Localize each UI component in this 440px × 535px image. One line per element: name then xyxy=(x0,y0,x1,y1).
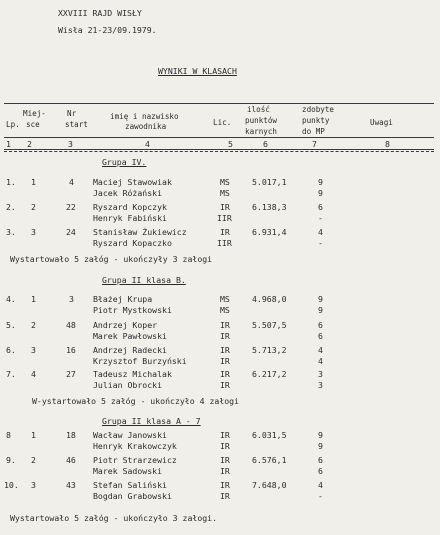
row-place: 2 xyxy=(31,202,36,212)
row-place: 1 xyxy=(31,430,36,440)
group-title: Grupa II klasa B. xyxy=(102,275,186,285)
col-number: 7 xyxy=(312,139,317,149)
row-lp: 5. xyxy=(6,320,16,330)
col-number: 6 xyxy=(263,139,268,149)
row-points: 5.713,2 xyxy=(252,345,287,355)
row-license: IR xyxy=(220,227,230,237)
row-lp: 8 xyxy=(6,430,11,440)
row-points: 6.217,2 xyxy=(252,369,287,379)
row-start-number: 24 xyxy=(66,227,76,237)
event-name: XXVIII RAJD WISŁY xyxy=(58,8,142,18)
row-place: 1 xyxy=(31,294,36,304)
col-number: 3 xyxy=(68,139,73,149)
row-license: IR xyxy=(220,202,230,212)
row-mp: 3 xyxy=(318,369,323,379)
row-start-number: 48 xyxy=(66,320,76,330)
row-points: 5.507,5 xyxy=(252,320,287,330)
row-points: 7.648,0 xyxy=(252,480,287,490)
row-driver: Wacław Janowski xyxy=(93,430,167,440)
row-license: IR xyxy=(220,441,230,451)
row-mp: 9 xyxy=(318,177,323,187)
row-points: 6.931,4 xyxy=(252,227,287,237)
row-points: 4.968,0 xyxy=(252,294,287,304)
col-name-label-2: zawodnika xyxy=(125,122,167,131)
row-license: IR xyxy=(220,345,230,355)
col-mp-label-3: do MP xyxy=(302,127,325,136)
row-license: MS xyxy=(220,188,230,198)
row-driver: Stanisław Żukiewicz xyxy=(93,227,187,237)
row-mp: - xyxy=(318,213,323,223)
col-points-label-2: punktów xyxy=(245,116,278,125)
row-points: 6.138,3 xyxy=(252,202,287,212)
col-points-label-3: karnych xyxy=(245,127,278,136)
row-mp: 6 xyxy=(318,202,323,212)
row-license: IR xyxy=(220,331,230,341)
row-lp: 4. xyxy=(6,294,16,304)
row-license: IR xyxy=(220,430,230,440)
row-mp: 3 xyxy=(318,380,323,390)
row-mp: 4 xyxy=(318,227,323,237)
col-lp-label: Lp. xyxy=(6,120,20,129)
row-driver: Maciej Stawowiak xyxy=(93,177,172,187)
row-mp: 6 xyxy=(318,455,323,465)
row-mp: - xyxy=(318,238,323,248)
row-codriver: Marek Sadowski xyxy=(93,466,163,476)
row-lp: 9. xyxy=(6,455,16,465)
header-bottom-rule xyxy=(4,149,434,150)
row-license: MS xyxy=(220,294,230,304)
row-points: 6.576,1 xyxy=(252,455,287,465)
row-codriver: Henryk Fabiński xyxy=(93,213,167,223)
row-codriver: Marek Pawłowski xyxy=(93,331,167,341)
row-license: MS xyxy=(220,177,230,187)
col-place-label-1: Miej- xyxy=(23,109,46,118)
group-summary: Wystartowało 5 załóg - ukończyły 3 załogi xyxy=(10,254,213,264)
row-codriver: Ryszard Kopaczko xyxy=(93,238,172,248)
event-date: Wisła 21-23/09.1979. xyxy=(58,25,157,35)
row-lp: 2. xyxy=(6,202,16,212)
row-driver: Stefan Saliński xyxy=(93,480,167,490)
row-lp: 3. xyxy=(6,227,16,237)
row-place: 3 xyxy=(31,345,36,355)
row-license: MS xyxy=(220,305,230,315)
group-summary: W-ystartowało 5 załóg - ukończyło 4 załogi xyxy=(32,396,240,406)
group-title: Grupa II klasa A - 7 xyxy=(102,416,201,426)
header-bottom-rule-dashed xyxy=(4,151,434,152)
row-start-number: 22 xyxy=(66,202,76,212)
row-mp: 6 xyxy=(318,466,323,476)
row-lp: 1. xyxy=(6,177,16,187)
row-driver: Błażej Krupa xyxy=(93,294,153,304)
col-mp-label-1: zdobyte xyxy=(302,105,335,114)
row-start-number: 43 xyxy=(66,480,76,490)
row-mp: 9 xyxy=(318,188,323,198)
header-mid-rule xyxy=(4,137,434,138)
row-codriver: Krzysztof Burzyński xyxy=(93,356,187,366)
row-mp: 9 xyxy=(318,294,323,304)
row-license: IIR xyxy=(217,213,232,223)
row-mp: 4 xyxy=(318,345,323,355)
col-start-label-2: start xyxy=(65,120,88,129)
row-license: IR xyxy=(220,455,230,465)
row-place: 3 xyxy=(31,227,36,237)
row-start-number: 46 xyxy=(66,455,76,465)
row-license: IR xyxy=(220,466,230,476)
col-points-label-1: ilość xyxy=(247,105,270,114)
row-license: IR xyxy=(220,491,230,501)
row-codriver: Bogdan Grabowski xyxy=(93,491,172,501)
row-mp: 4 xyxy=(318,480,323,490)
row-license: IR xyxy=(220,480,230,490)
row-mp: 9 xyxy=(318,441,323,451)
col-notes-label: Uwagi xyxy=(370,118,393,127)
row-mp: 9 xyxy=(318,305,323,315)
col-place-label-2: sce xyxy=(26,120,40,129)
col-license-label: Lic. xyxy=(213,118,232,127)
row-mp: 6 xyxy=(318,331,323,341)
col-number: 8 xyxy=(385,139,390,149)
row-driver: Andrzej Radecki xyxy=(93,345,167,355)
row-codriver: Jacek Różański xyxy=(93,188,163,198)
row-driver: Piotr Strarzewicz xyxy=(93,455,177,465)
row-codriver: Julian Obrocki xyxy=(93,380,163,390)
row-points: 5.017,1 xyxy=(252,177,287,187)
row-license: IR xyxy=(220,380,230,390)
col-number: 2 xyxy=(27,139,32,149)
row-license: IR xyxy=(220,369,230,379)
document-title: WYNIKI W KLASACH xyxy=(158,66,237,76)
row-lp: 6. xyxy=(6,345,16,355)
row-mp: 4 xyxy=(318,356,323,366)
row-start-number: 18 xyxy=(66,430,76,440)
row-place: 3 xyxy=(31,480,36,490)
col-number: 4 xyxy=(145,139,150,149)
row-license: IR xyxy=(220,356,230,366)
row-mp: 6 xyxy=(318,320,323,330)
row-start-number: 27 xyxy=(66,369,76,379)
col-number: 5 xyxy=(228,139,233,149)
row-lp: 7. xyxy=(6,369,16,379)
row-place: 2 xyxy=(31,455,36,465)
row-lp: 10. xyxy=(4,480,19,490)
row-driver: Tadeusz Michalak xyxy=(93,369,172,379)
row-license: IR xyxy=(220,320,230,330)
col-start-label-1: Nr xyxy=(67,109,77,118)
col-number: 1 xyxy=(6,139,11,149)
row-start-number: 3 xyxy=(69,294,74,304)
row-codriver: Piotr Mystkowski xyxy=(93,305,172,315)
row-driver: Andrzej Koper xyxy=(93,320,158,330)
row-place: 1 xyxy=(31,177,36,187)
row-codriver: Henryk Krakowczyk xyxy=(93,441,177,451)
group-title: Grupa IV. xyxy=(102,157,147,167)
header-top-rule xyxy=(4,103,434,104)
col-name-label-1: imię i nazwisko xyxy=(110,112,179,121)
col-mp-label-2: punkty xyxy=(302,116,330,125)
row-start-number: 4 xyxy=(69,177,74,187)
row-mp: - xyxy=(318,491,323,501)
row-mp: 9 xyxy=(318,430,323,440)
row-start-number: 16 xyxy=(66,345,76,355)
row-place: 4 xyxy=(31,369,36,379)
row-license: IIR xyxy=(217,238,232,248)
group-summary: Wystartowało 5 załóg - ukończyło 3 załogi. xyxy=(10,513,218,523)
row-driver: Ryszard Kopczyk xyxy=(93,202,167,212)
row-points: 6.031,5 xyxy=(252,430,287,440)
row-place: 2 xyxy=(31,320,36,330)
